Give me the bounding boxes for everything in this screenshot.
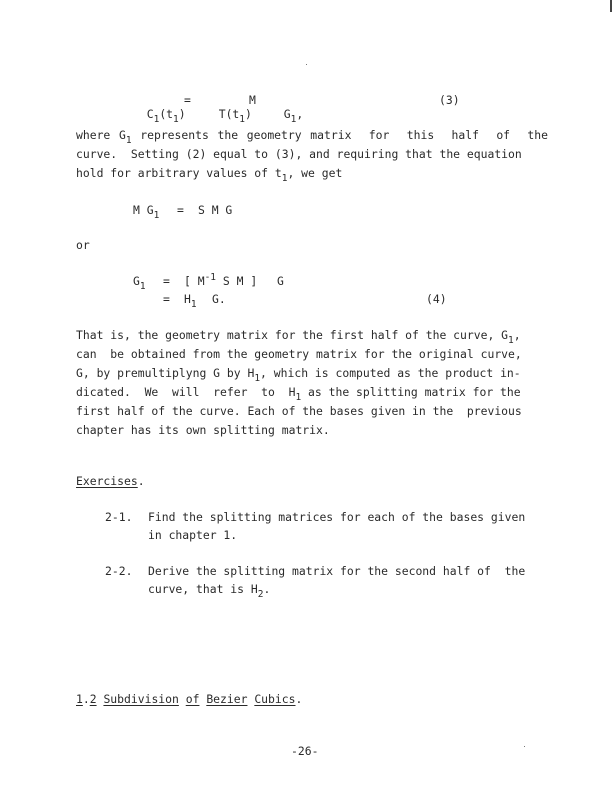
scan-speck <box>524 746 525 747</box>
eq3-lhs-arg: (t <box>159 107 174 121</box>
para2-line2: can be obtained from the geometry matrix for the original curve, <box>76 347 522 361</box>
eq-mg-equals: = <box>177 203 184 217</box>
para1-line1-b: represents the geometry matrix for this half of the <box>131 128 548 142</box>
exercise-text: in chapter 1. <box>148 528 238 542</box>
eq4-line2-equals: = <box>163 292 170 306</box>
eq4-line2-h <box>184 292 197 308</box>
eq4-line1-equals: = <box>163 274 170 288</box>
eq3-number: (3) <box>439 93 460 107</box>
para2-line4-a: dicated. We will refer to H <box>76 385 296 399</box>
eq4-number: (4) <box>426 292 447 306</box>
section-number-dot: . <box>82 692 90 706</box>
eq4-g-subscript: 1 <box>139 281 146 292</box>
para2-line4 <box>76 385 521 401</box>
para1-line3-a: hold for arbitrary values of t <box>76 166 282 180</box>
eq3-lhs-close: ) <box>178 107 186 121</box>
exercise-number: 2-1. <box>105 510 133 524</box>
page-number: -26- <box>291 744 319 758</box>
eq4-line1-g <box>133 274 146 290</box>
eq4-bracket-rest: S M ] <box>216 274 258 288</box>
eq4-inverse-superscript: -1 <box>204 272 217 283</box>
para1-line3-b: , we get <box>287 166 343 180</box>
eq3-rhs-g-subscript: 1 <box>290 114 297 125</box>
scan-speck <box>306 64 307 65</box>
section-heading <box>76 692 302 706</box>
para1-line2: curve. Setting (2) equal to (3), and requiring that the equation <box>76 147 522 161</box>
exercise-text <box>148 582 270 598</box>
eq4-line2-g: G. <box>212 292 226 306</box>
section-number-minor: 2 <box>89 692 97 706</box>
section-title-word: Cubics <box>254 692 296 706</box>
para2-line3-a: G, by premultiplyng G by H <box>76 366 255 380</box>
equation-3 <box>133 93 186 123</box>
eq4-g-label: G <box>133 274 140 288</box>
para2-line3-b: , which is computed as the product in- <box>260 366 521 380</box>
exercises-heading <box>76 474 145 488</box>
eq3-rhs-t-label: T(t <box>218 107 240 121</box>
eq3-equals: = <box>184 93 191 107</box>
para1-line1-subscript: 1 <box>125 135 132 146</box>
exercise-text-a: curve, that is H <box>148 582 258 596</box>
para2-line5: first half of the curve. Each of the bases given in the previous <box>76 404 522 418</box>
section-title-word: of <box>185 692 200 706</box>
eq4-line1-g2: G <box>277 274 284 288</box>
exercises-heading-text: Exercises <box>76 474 138 488</box>
para1-line3-subscript: 1 <box>281 173 288 184</box>
para1-line1-a: where G <box>76 128 126 142</box>
eq3-rhs-g-label: G <box>283 107 291 121</box>
eq3-rhs-g <box>270 93 303 123</box>
para2-line1-a: That is, the geometry matrix for the first half of the curve, G <box>76 328 509 342</box>
para2-line1-subscript: 1 <box>508 335 514 346</box>
exercise-text-subscript: 2 <box>257 589 264 600</box>
section-title-word: Bezier <box>206 692 248 706</box>
exercise-number: 2-2. <box>105 564 133 578</box>
para2-line3 <box>76 366 521 382</box>
eq4-line1-bracket <box>184 274 257 290</box>
eq4-bracket-open: [ M <box>184 274 205 288</box>
eq3-lhs-arg-subscript: 1 <box>173 114 179 125</box>
eq3-comma: , <box>296 107 304 121</box>
exercise-text-b: . <box>263 582 271 596</box>
para2-line4-b: as the splitting matrix for the <box>301 385 521 399</box>
equation-mg <box>133 203 159 219</box>
eq3-rhs-t-subscript: 1 <box>239 114 246 125</box>
eq-mg-lhs-subscript: 1 <box>153 210 160 221</box>
eq4-h-subscript: 1 <box>190 299 197 310</box>
exercises-heading-period: . <box>137 474 145 488</box>
exercise-text: Find the splitting matrices for each of the bases given <box>148 510 526 524</box>
eq3-lhs: C <box>146 107 154 121</box>
section-number-main: 1 <box>76 692 83 706</box>
para2-line4-subscript: 1 <box>295 392 302 403</box>
eq-mg-lhs: M G <box>133 203 154 217</box>
para1-line3 <box>76 166 342 182</box>
para2-line3-subscript: 1 <box>254 373 261 384</box>
para2-line1 <box>76 328 521 344</box>
para2-line6: chapter has its own splitting matrix. <box>76 423 330 437</box>
eq3-rhs-m: M <box>249 93 256 107</box>
section-title-word: Subdivision <box>103 692 179 706</box>
section-title-period: . <box>295 692 303 706</box>
para1-line1 <box>76 128 548 144</box>
exercise-text: Derive the splitting matrix for the second half of the <box>148 564 526 578</box>
eq3-rhs-t-close: ) <box>245 107 252 121</box>
eq-mg-rhs: S M G <box>198 203 233 217</box>
para2-line1-b: , <box>513 328 521 342</box>
eq4-h-label: H <box>184 292 191 306</box>
eq3-lhs-subscript: 1 <box>153 114 160 125</box>
or-word: or <box>76 238 90 252</box>
eq3-rhs-t <box>205 93 252 123</box>
